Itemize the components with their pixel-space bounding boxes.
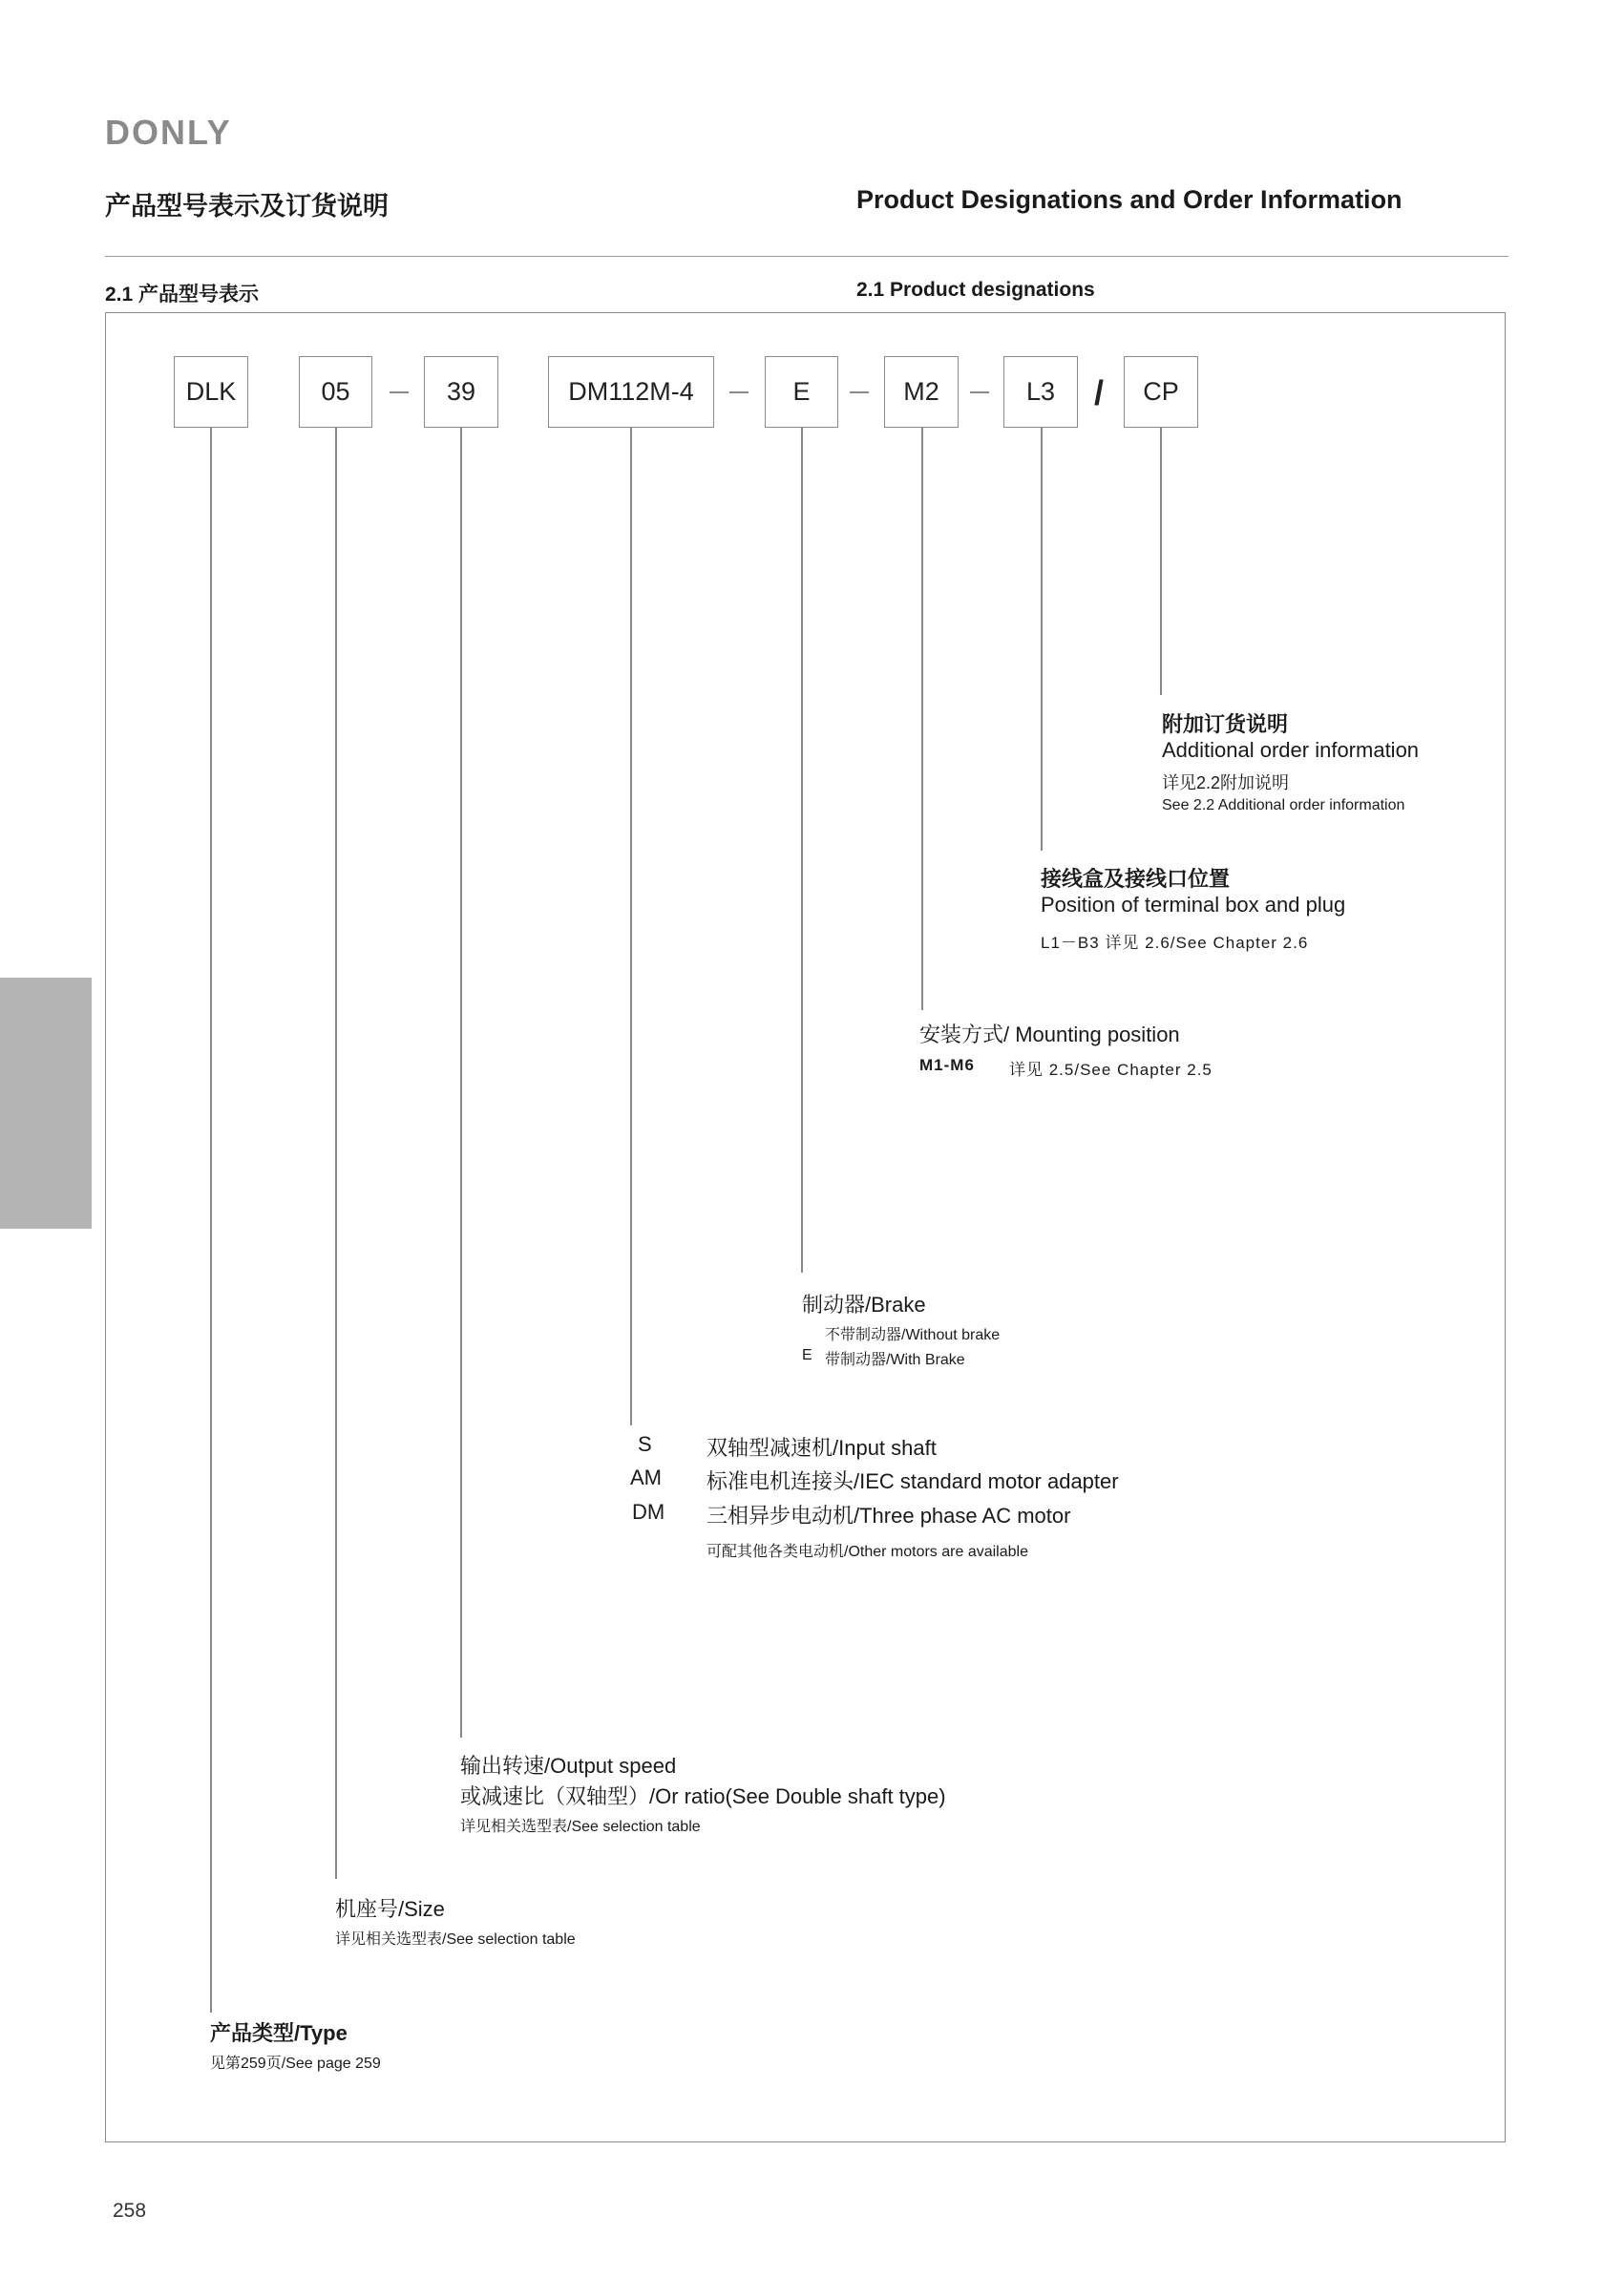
brake-option-with: 带制动器/With Brake (825, 1352, 965, 1368)
code-box-additional: CP (1124, 356, 1198, 428)
page-title-cn: 产品型号表示及订货说明 (105, 192, 389, 221)
leader-line-size (335, 428, 337, 1879)
size-title: 机座号/Size (335, 1897, 445, 1921)
code-dash (850, 391, 869, 393)
additional-en: Additional order information (1162, 738, 1420, 762)
leader-line-speed (460, 428, 462, 1738)
code-box-speed: 39 (424, 356, 498, 428)
mounting-title: 安装方式/ Mounting position (919, 1023, 1180, 1046)
leader-line-motor (630, 428, 632, 1425)
code-box-mounting: M2 (884, 356, 959, 428)
code-box-motor: DM112M-4 (548, 356, 714, 428)
motor-note: 可配其他各类电动机/Other motors are available (707, 1544, 1028, 1560)
code-box-brake: E (765, 356, 838, 428)
motor-text-s: 双轴型减速机/Input shaft (707, 1436, 937, 1460)
motor-code-am: AM (630, 1466, 662, 1489)
code-dash (390, 391, 409, 393)
leader-line-type (210, 428, 212, 2013)
leader-line-brake (801, 428, 803, 1273)
terminal-en: Position of terminal box and plug (1041, 893, 1346, 917)
additional-ref-en: See 2.2 Additional order information (1162, 797, 1405, 813)
motor-text-dm: 三相异步电动机/Three phase AC motor (707, 1504, 1071, 1528)
motor-code-s: S (638, 1432, 652, 1456)
code-box-type: DLK (174, 356, 248, 428)
designation-frame (105, 312, 1506, 2142)
motor-code-dm: DM (632, 1500, 665, 1524)
brake-title: 制动器/Brake (802, 1293, 926, 1317)
donly-logo: DONLY (105, 113, 232, 152)
leader-line-additional (1160, 428, 1162, 695)
code-dash (729, 391, 749, 393)
terminal-cn: 接线盒及接线口位置 (1041, 867, 1231, 891)
terminal-note: L1－B3 详见 2.6/See Chapter 2.6 (1041, 934, 1309, 952)
page-number: 258 (113, 2200, 147, 2222)
type-title: 产品类型/Type (210, 2021, 348, 2045)
code-box-size: 05 (299, 356, 372, 428)
code-slash: / (1094, 373, 1105, 412)
header-divider (105, 256, 1508, 257)
chapter-side-tab (0, 978, 92, 1229)
mounting-code: M1-M6 (919, 1056, 975, 1074)
additional-ref-cn: 详见2.2附加说明 (1162, 773, 1290, 792)
section-title-cn: 2.1 产品型号表示 (105, 284, 260, 306)
speed-note: 详见相关选型表/See selection table (460, 1819, 701, 1835)
motor-text-am: 标准电机连接头/IEC standard motor adapter (707, 1469, 1119, 1493)
type-note: 见第259页/See page 259 (210, 2056, 381, 2072)
leader-line-mounting (921, 428, 923, 1010)
code-box-terminal: L3 (1003, 356, 1078, 428)
size-note: 详见相关选型表/See selection table (335, 1931, 576, 1948)
brake-option-without: 不带制动器/Without brake (825, 1327, 1001, 1343)
page-title-en: Product Designations and Order Information (856, 185, 1403, 214)
mounting-note: 详见 2.5/See Chapter 2.5 (1009, 1061, 1213, 1079)
speed-line1: 输出转速/Output speed (460, 1754, 677, 1778)
leader-line-terminal (1041, 428, 1043, 851)
brake-option-code: E (802, 1347, 812, 1363)
section-title-en: 2.1 Product designations (856, 279, 1095, 301)
code-dash (970, 391, 989, 393)
additional-cn: 附加订货说明 (1162, 712, 1289, 736)
speed-line2: 或减速比（双轴型）/Or ratio(See Double shaft type) (460, 1784, 946, 1808)
